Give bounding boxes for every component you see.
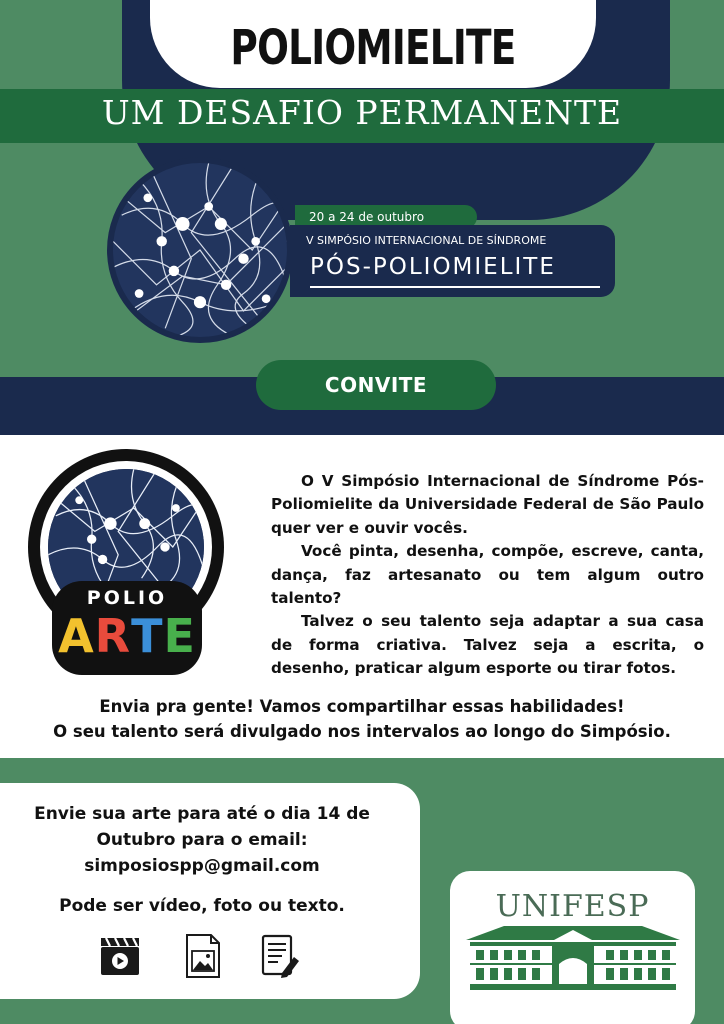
neuron-network-image bbox=[113, 163, 287, 337]
callout-text bbox=[0, 694, 724, 744]
logo-letter-e: E bbox=[163, 609, 196, 663]
submission-email[interactable]: simposiospp@gmail.com bbox=[84, 856, 320, 876]
logo-letter-t: T bbox=[131, 609, 164, 663]
submission-line: Outubro para o email: bbox=[96, 830, 308, 850]
video-clapper-icon bbox=[98, 933, 142, 979]
submission-line: Envie sua arte para até o dia 14 de bbox=[34, 804, 370, 824]
institution-name: UNIFESP bbox=[495, 889, 650, 924]
submission-media-types: Pode ser vídeo, foto ou texto. bbox=[59, 896, 345, 916]
polio-arte-logo bbox=[28, 449, 224, 675]
callout-line: Envia pra gente! Vamos compartilhar essas habilidades! bbox=[99, 697, 625, 716]
invite-badge: CONVITE bbox=[256, 360, 496, 410]
text-document-icon bbox=[258, 933, 302, 979]
logo-letter-r: R bbox=[94, 609, 132, 663]
logo-polio-word: POLIO bbox=[86, 587, 168, 609]
callout-line: O seu talento será divulgado nos intervalos ao longo do Simpósio. bbox=[53, 722, 671, 741]
intro-text bbox=[271, 470, 704, 681]
submission-instructions bbox=[0, 801, 404, 879]
page-title: POLIOMIELITE bbox=[230, 20, 516, 76]
page-subtitle: UM DESAFIO PERMANENTE bbox=[101, 93, 623, 132]
image-file-icon bbox=[181, 933, 225, 979]
intro-paragraph: Você pinta, desenha, compõe, escreve, canta, dança, faz artesanato ou tem algum outro talento? bbox=[271, 542, 704, 608]
event-dates: 20 a 24 de outubro bbox=[295, 205, 477, 229]
symposium-edition: V SIMPÓSIO INTERNACIONAL DE SÍNDROME bbox=[306, 234, 547, 247]
intro-paragraph: Talvez o seu talento seja adaptar a sua casa de forma criativa. Talvez seja a escrita, o desenho, praticar algum esporte ou tirar fotos. bbox=[271, 612, 704, 678]
symposium-name: PÓS-POLIOMIELITE bbox=[310, 254, 600, 288]
intro-paragraph: O V Simpósio Internacional de Síndrome Pós-Poliomielite da Universidade Federal de São Paulo quer ver e ouvir vocês. bbox=[271, 472, 704, 537]
university-building-icon bbox=[464, 922, 682, 992]
logo-arte-word bbox=[52, 609, 202, 663]
logo-letter-a: A bbox=[58, 609, 95, 663]
media-icons bbox=[98, 933, 308, 981]
neuron-illustration bbox=[107, 157, 293, 343]
